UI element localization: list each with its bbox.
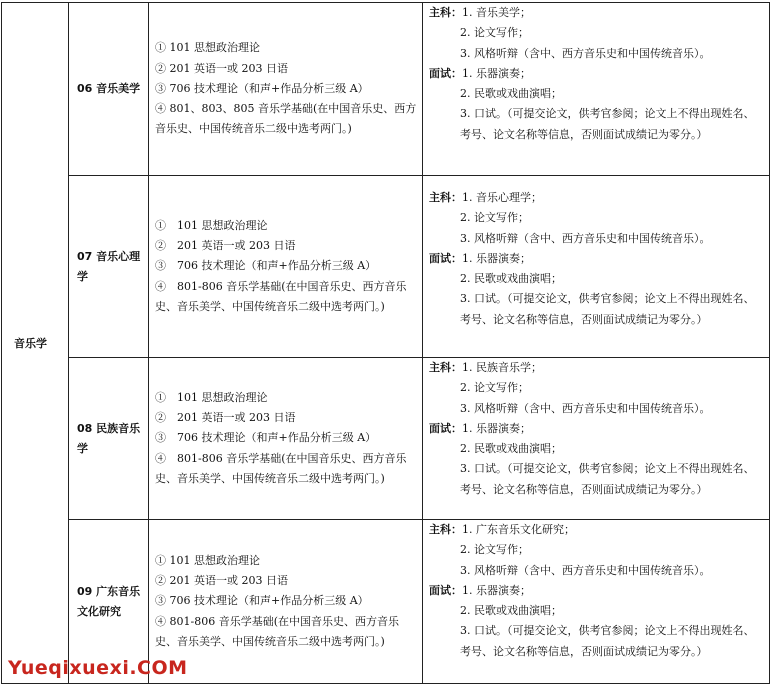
main-subject-label: 主科： bbox=[429, 191, 462, 204]
major-cell bbox=[2, 3, 69, 684]
interview-item: 2. 民歌或戏曲演唱； bbox=[460, 442, 562, 456]
direction-name: 07 音乐心理学 bbox=[77, 249, 141, 283]
interview-item: 2. 民歌或戏曲演唱； bbox=[460, 604, 562, 618]
subject-item: ① 101 思想政治理论 bbox=[155, 41, 260, 55]
main-subject-line bbox=[429, 520, 765, 540]
admission-table bbox=[1, 2, 770, 684]
subject-item: ① 101 思想政治理论 bbox=[155, 553, 260, 567]
retest-requirements-cell bbox=[423, 176, 770, 358]
subject-item: ④ 801、803、805 音乐学基础(在中国音乐史、西方音乐史、中国传统音乐二级中选考两门。) bbox=[155, 102, 417, 136]
subject-item: ③ 706 技术理论（和声+作品分析三级 A） bbox=[155, 81, 369, 95]
interview-item: 1. 乐器演奏； bbox=[462, 583, 531, 597]
retest-requirements-cell bbox=[423, 520, 770, 684]
interview-label: 面试： bbox=[429, 66, 462, 80]
interview-item: 3. 口试。（可提交论文，供考官参阅；论文上不得出现姓名、考号、论文名称等信息，否则面试成绩记为零分。） bbox=[460, 462, 755, 496]
direction-name: 08 民族音乐学 bbox=[77, 421, 141, 455]
interview-label: 面试： bbox=[429, 421, 462, 435]
subject-item: ③ 706 技术理论（和声+作品分析三级 A） bbox=[155, 259, 377, 273]
interview-label: 面试： bbox=[429, 251, 462, 265]
main-item: 2. 论文写作； bbox=[460, 26, 529, 40]
interview-item: 3. 口试。（可提交论文，供考官参阅；论文上不得出现姓名、考号、论文名称等信息，否则面试成绩记为零分。） bbox=[460, 624, 755, 658]
subject-item: ② 201 英语一或 203 日语 bbox=[155, 411, 296, 425]
retest-requirements-cell bbox=[423, 358, 770, 520]
direction-cell bbox=[69, 358, 149, 520]
main-subject-line bbox=[429, 358, 765, 378]
direction-name: 06 音乐美学 bbox=[77, 82, 141, 95]
direction-name: 09 广东音乐文化研究 bbox=[77, 584, 141, 618]
subject-item: ② 201 英语一或 203 日语 bbox=[155, 61, 288, 75]
main-subject-line bbox=[429, 188, 765, 208]
main-subject-label: 主科： bbox=[429, 6, 462, 19]
direction-cell bbox=[69, 3, 149, 176]
main-item: 3. 风格听辩（含中、西方音乐史和中国传统音乐）。 bbox=[460, 401, 711, 415]
subject-item: ② 201 英语一或 203 日语 bbox=[155, 239, 296, 253]
interview-item: 1. 乐器演奏； bbox=[462, 251, 531, 265]
main-subject-label: 主科： bbox=[429, 523, 462, 536]
interview-item: 2. 民歌或戏曲演唱； bbox=[460, 272, 562, 286]
interview-item: 2. 民歌或戏曲演唱； bbox=[460, 87, 562, 101]
subject-item: ③ 706 技术理论（和声+作品分析三级 A） bbox=[155, 594, 369, 608]
main-item: 1. 音乐美学； bbox=[462, 6, 531, 19]
exam-subjects-cell bbox=[149, 176, 423, 358]
subject-item: ① 101 思想政治理论 bbox=[155, 390, 268, 404]
interview-line bbox=[429, 419, 765, 439]
interview-item: 1. 乐器演奏； bbox=[462, 66, 531, 80]
subject-item: ③ 706 技术理论（和声+作品分析三级 A） bbox=[155, 431, 377, 445]
interview-label: 面试： bbox=[429, 583, 462, 597]
main-item: 3. 风格听辩（含中、西方音乐史和中国传统音乐）。 bbox=[460, 563, 711, 577]
interview-item: 1. 乐器演奏； bbox=[462, 421, 531, 435]
subject-item: ④ 801-806 音乐学基础(在中国音乐史、西方音乐史、音乐美学、中国传统音乐二级中选考两门。) bbox=[155, 614, 399, 648]
table-row bbox=[2, 176, 770, 358]
interview-line bbox=[429, 249, 765, 269]
interview-item: 3. 口试。（可提交论文，供考官参阅；论文上不得出现姓名、考号、论文名称等信息，否则面试成绩记为零分。） bbox=[460, 292, 755, 326]
table-row bbox=[2, 3, 770, 176]
subject-item: ④ 801-806 音乐学基础(在中国音乐史、西方音乐史、音乐美学、中国传统音乐二级中选考两门。) bbox=[155, 451, 407, 485]
table-row bbox=[2, 358, 770, 520]
watermark-logo: Yueqixuexi.COM bbox=[8, 657, 188, 679]
interview-line bbox=[429, 64, 765, 84]
main-item: 1. 民族音乐学； bbox=[462, 361, 542, 374]
main-item: 1. 音乐心理学； bbox=[462, 191, 542, 204]
exam-subjects-cell bbox=[149, 358, 423, 520]
main-item: 2. 论文写作； bbox=[460, 381, 529, 395]
subject-item: ① 101 思想政治理论 bbox=[155, 218, 268, 232]
main-subject-label: 主科： bbox=[429, 361, 462, 374]
main-item: 2. 论文写作； bbox=[460, 211, 529, 225]
main-item: 2. 论文写作； bbox=[460, 543, 529, 557]
exam-subjects-cell bbox=[149, 3, 423, 176]
subject-item: ④ 801-806 音乐学基础(在中国音乐史、西方音乐史、音乐美学、中国传统音乐二级中选考两门。) bbox=[155, 279, 407, 313]
subject-item: ② 201 英语一或 203 日语 bbox=[155, 574, 288, 588]
retest-requirements-cell bbox=[423, 3, 770, 176]
main-subject-line bbox=[429, 3, 765, 23]
main-item: 3. 风格听辩（含中、西方音乐史和中国传统音乐）。 bbox=[460, 231, 711, 245]
exam-subjects-cell bbox=[149, 520, 423, 684]
interview-line bbox=[429, 581, 765, 601]
main-item: 3. 风格听辩（含中、西方音乐史和中国传统音乐）。 bbox=[460, 46, 711, 60]
major-name: 音乐学 bbox=[14, 337, 47, 350]
direction-cell bbox=[69, 176, 149, 358]
interview-item: 3. 口试。（可提交论文，供考官参阅；论文上不得出现姓名、考号、论文名称等信息，否则面试成绩记为零分。） bbox=[460, 107, 755, 141]
main-item: 1. 广东音乐文化研究； bbox=[462, 523, 575, 536]
